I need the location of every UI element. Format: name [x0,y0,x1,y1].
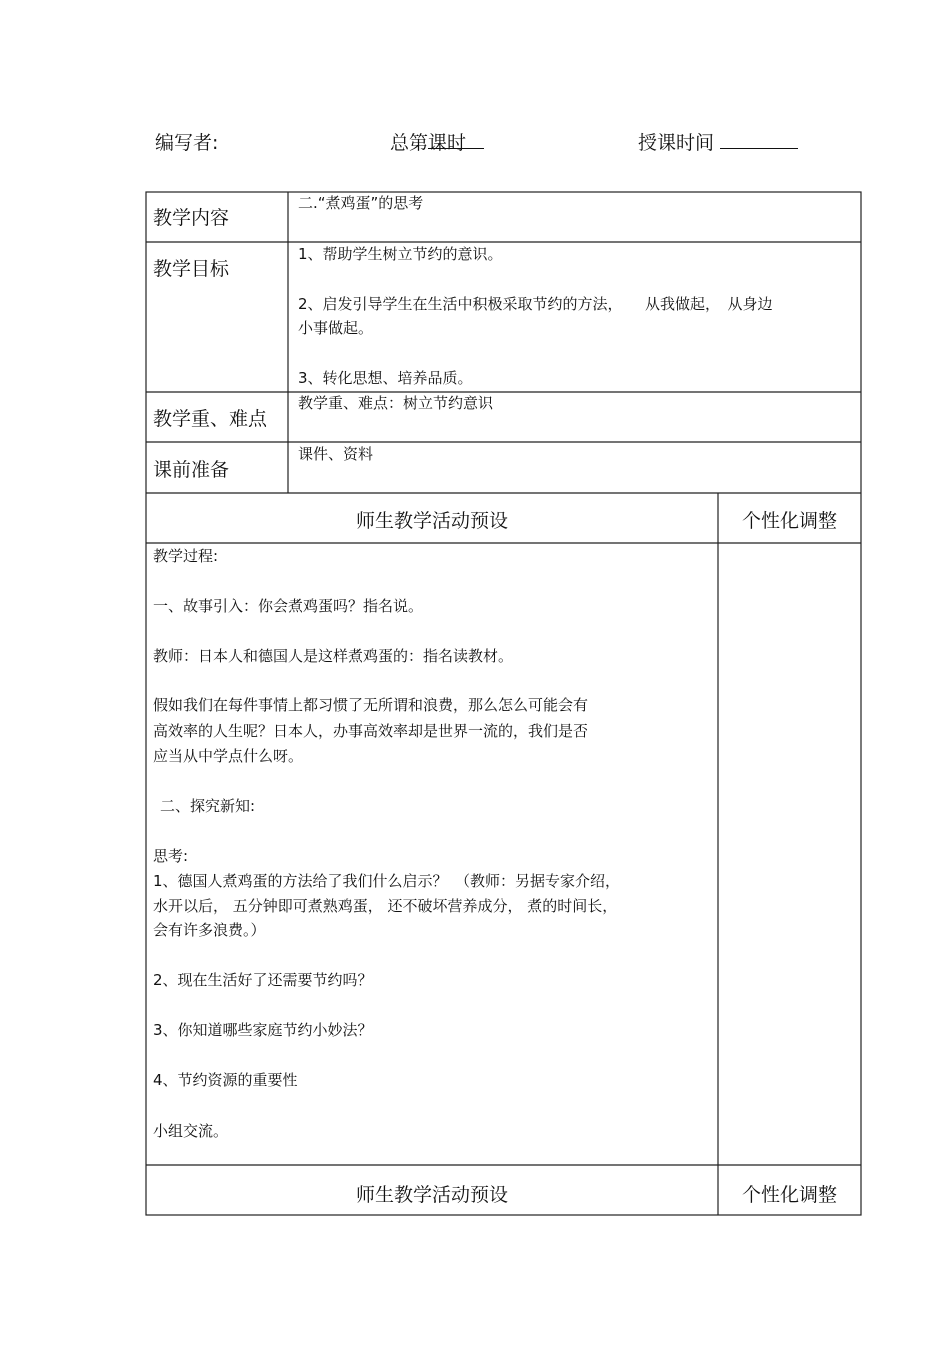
goal-item: 1、帮助学生树立节约的意识。 [298,245,503,263]
footer-activity-header: 师生教学活动预设 [355,1184,508,1206]
process-line: 教师：日本人和德国人是这样煮鸡蛋的：指名读教材。 [153,647,514,665]
process-line: 小组交流。 [153,1122,229,1140]
process-line: 应当从中学点什么呀。 [153,747,304,765]
author-label: 编写者: [155,132,219,154]
focus-label: 教学重、难点 [153,408,268,430]
content-value: 二.“煮鸡蛋”的思考 [298,194,424,212]
adjust-header: 个性化调整 [741,510,837,532]
prep-label: 课前准备 [153,459,230,481]
process-line: 教学过程: [153,547,219,565]
lesson-suffix: 课时 [428,132,467,154]
process-line: 1、德国人煮鸡蛋的方法给了我们什么启示？ （教师：另据专家介绍， [153,872,621,890]
goal-item: 3、转化思想、培养品质。 [298,369,473,387]
process-line: 一、故事引入：你会煮鸡蛋吗？指名说。 [153,597,424,615]
goal-item: 2、启发引导学生在生活中积极采取节约的方法， 从我做起， 从身边 [298,295,773,313]
process-line: 假如我们在每件事情上都习惯了无所谓和浪费，那么怎么可能会有 [153,696,589,714]
prep-value: 课件、资料 [298,445,374,463]
process-line: 3、你知道哪些家庭节约小妙法？ [153,1021,373,1039]
footer-adjust-header: 个性化调整 [741,1184,837,1206]
activity-header: 师生教学活动预设 [355,510,508,532]
process-line: 2、现在生活好了还需要节约吗？ [153,971,373,989]
content-label: 教学内容 [153,207,230,229]
time-label: 授课时间 [638,132,715,154]
process-line: 高效率的人生呢？日本人，办事高效率却是世界一流的，我们是否 [153,722,589,740]
process-line: 二、探究新知: [160,797,256,815]
process-line: 会有许多浪费。） [153,921,266,939]
goals-label: 教学目标 [153,258,230,280]
process-line: 4、节约资源的重要性 [153,1071,298,1089]
process-line: 思考: [153,847,189,865]
lesson-prefix: 总第 [390,132,429,154]
focus-value: 教学重、难点：树立节约意识 [298,394,494,412]
process-line: 水开以后， 五分钟即可煮熟鸡蛋， 还不破坏营养成分， 煮的时间长， [153,897,618,915]
goal-item: 小事做起。 [298,319,374,337]
